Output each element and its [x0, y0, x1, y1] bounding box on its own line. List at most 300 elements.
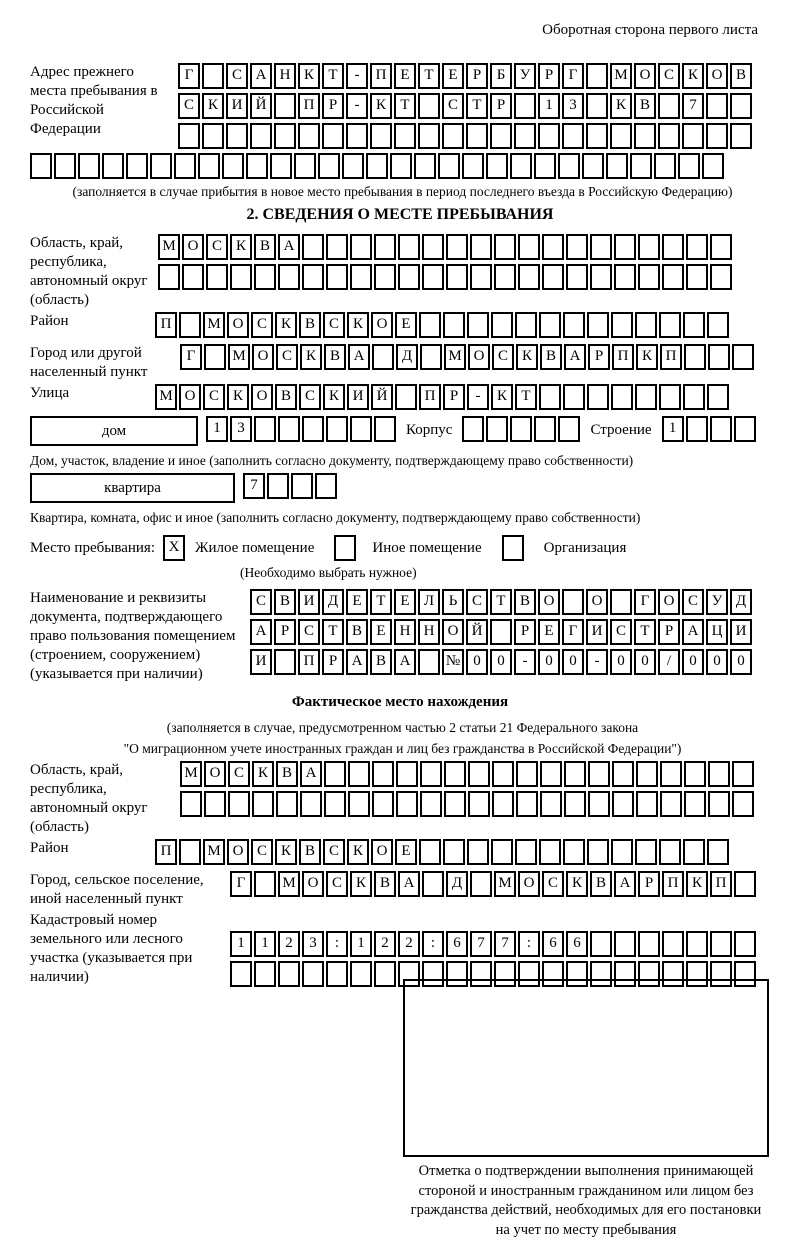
- char-box: [563, 839, 585, 865]
- char-box: О: [586, 589, 608, 615]
- char-box: В: [299, 839, 321, 865]
- char-box: [707, 312, 729, 338]
- char-box: Д: [322, 589, 344, 615]
- char-box: В: [370, 649, 392, 675]
- choose-note: (Необходимо выбрать нужное): [240, 565, 800, 581]
- raion-row: [30, 312, 800, 342]
- fact-oblast-label: Область, край, республика, автономный округ (область): [30, 761, 180, 837]
- kvartira-note: Квартира, комната, офис и иное (заполнить согласно документу, подтверждающему право собственности): [30, 509, 800, 526]
- char-box: О: [468, 344, 490, 370]
- char-box: [732, 761, 754, 787]
- char-box: [470, 234, 492, 260]
- kadastr-label: Кадастровый номер земельного или лесного участка (указывается при наличии): [30, 911, 230, 987]
- char-box: И: [347, 384, 369, 410]
- char-box: О: [227, 312, 249, 338]
- char-box: [419, 312, 441, 338]
- char-box: [734, 931, 756, 957]
- char-box: П: [155, 839, 177, 865]
- char-box: [420, 791, 442, 817]
- char-box: Г: [562, 63, 584, 89]
- char-grid-oblast-1: [158, 234, 734, 260]
- char-box: П: [710, 871, 732, 897]
- char-box: [348, 761, 370, 787]
- char-box: [612, 761, 634, 787]
- char-box: [510, 153, 532, 179]
- char-box: [204, 791, 226, 817]
- kadastr-grid: [230, 931, 758, 991]
- char-box: [396, 761, 418, 787]
- char-box: [662, 931, 684, 957]
- char-box: [394, 123, 416, 149]
- char-box: А: [394, 649, 416, 675]
- char-box: [350, 416, 372, 442]
- char-box: [515, 312, 537, 338]
- char-box: С: [323, 312, 345, 338]
- char-box: Р: [638, 871, 660, 897]
- char-box: [638, 264, 660, 290]
- char-box: Е: [346, 589, 368, 615]
- gorod-label: Город или другой населенный пункт: [30, 344, 180, 382]
- char-box: М: [155, 384, 177, 410]
- char-box: [684, 761, 706, 787]
- char-box: [204, 344, 226, 370]
- char-box: Р: [514, 619, 536, 645]
- char-box: [326, 264, 348, 290]
- char-box: 1: [254, 931, 276, 957]
- char-box: О: [204, 761, 226, 787]
- char-box: 7: [243, 473, 265, 499]
- char-box: К: [300, 344, 322, 370]
- char-box: 3: [302, 931, 324, 957]
- char-box: [374, 234, 396, 260]
- char-box: [734, 871, 756, 897]
- char-box: Р: [443, 384, 465, 410]
- char-box: Е: [394, 589, 416, 615]
- char-box: В: [346, 619, 368, 645]
- char-box: [326, 961, 348, 987]
- char-box: [658, 93, 680, 119]
- fact-oblast-row: [30, 761, 800, 837]
- option-inoe-label: Иное помещение: [372, 540, 481, 557]
- char-box: [270, 153, 292, 179]
- char-grid-fact-oblast-2: [180, 791, 756, 817]
- char-box: М: [203, 312, 225, 338]
- char-box: [494, 961, 516, 987]
- stamp-caption-line: гражданства действий, необходимых для его постановки: [388, 1201, 784, 1221]
- char-box: К: [252, 761, 274, 787]
- char-box: [587, 384, 609, 410]
- char-box: С: [178, 93, 200, 119]
- char-box: П: [298, 93, 320, 119]
- char-box: С: [326, 871, 348, 897]
- char-box: В: [514, 589, 536, 615]
- char-box: Й: [250, 93, 272, 119]
- char-box: К: [491, 384, 513, 410]
- char-box: 0: [682, 649, 704, 675]
- char-box: [710, 961, 732, 987]
- char-box: [302, 961, 324, 987]
- char-box: [395, 384, 417, 410]
- char-box: [490, 619, 512, 645]
- char-box: [370, 123, 392, 149]
- char-box: [539, 312, 561, 338]
- char-box: О: [538, 589, 560, 615]
- char-box: 0: [490, 649, 512, 675]
- char-box: [182, 264, 204, 290]
- option-organizatsiya-label: Организация: [544, 540, 627, 557]
- char-box: 0: [466, 649, 488, 675]
- char-box: И: [586, 619, 608, 645]
- char-box: [350, 961, 372, 987]
- char-box: №: [442, 649, 464, 675]
- char-box: С: [298, 619, 320, 645]
- char-box: [662, 234, 684, 260]
- char-box: [734, 961, 756, 987]
- char-box: М: [610, 63, 632, 89]
- dom-field-box: дом: [30, 416, 198, 446]
- char-box: 2: [374, 931, 396, 957]
- char-box: О: [634, 63, 656, 89]
- char-box: И: [730, 619, 752, 645]
- oblast-grid: [158, 234, 734, 294]
- char-box: С: [251, 839, 273, 865]
- char-box: Т: [322, 619, 344, 645]
- char-box: М: [158, 234, 180, 260]
- char-grid-doc-2: [250, 619, 754, 645]
- char-box: [614, 234, 636, 260]
- char-box: К: [323, 384, 345, 410]
- char-box: [302, 234, 324, 260]
- char-box: П: [370, 63, 392, 89]
- char-box: Б: [490, 63, 512, 89]
- char-grid-kvartira: [243, 473, 339, 499]
- char-box: С: [682, 589, 704, 615]
- char-box: [660, 761, 682, 787]
- char-box: [683, 384, 705, 410]
- char-box: [390, 153, 412, 179]
- char-box: [422, 234, 444, 260]
- oblast-label: Область, край, республика, автономный округ (область): [30, 234, 158, 310]
- char-box: С: [442, 93, 464, 119]
- char-box: [658, 123, 680, 149]
- char-box: [614, 961, 636, 987]
- raion-label: Район: [30, 312, 155, 331]
- char-grid-dom-number: [206, 416, 398, 442]
- char-box: [346, 123, 368, 149]
- fact-title: Фактическое место нахождения: [30, 694, 770, 711]
- char-box: [446, 234, 468, 260]
- char-box: Г: [562, 619, 584, 645]
- char-box: [254, 416, 276, 442]
- prev-address-label: Адрес прежнего места пребывания в Российской Федерации: [30, 63, 178, 139]
- char-box: С: [203, 384, 225, 410]
- char-box: [54, 153, 76, 179]
- char-box: [586, 123, 608, 149]
- char-box: [710, 416, 732, 442]
- char-box: [418, 649, 440, 675]
- char-box: [274, 123, 296, 149]
- char-box: К: [370, 93, 392, 119]
- char-box: [542, 234, 564, 260]
- char-grid-korpus: [462, 416, 582, 442]
- char-box: Т: [634, 619, 656, 645]
- char-box: [660, 791, 682, 817]
- char-box: [276, 791, 298, 817]
- char-box: [302, 264, 324, 290]
- char-box: В: [275, 384, 297, 410]
- char-box: [442, 123, 464, 149]
- char-box: 0: [562, 649, 584, 675]
- char-box: [278, 961, 300, 987]
- kadastr-row: [30, 911, 800, 991]
- char-box: [468, 791, 490, 817]
- char-box: [230, 961, 252, 987]
- char-box: К: [298, 63, 320, 89]
- char-box: [278, 264, 300, 290]
- char-box: У: [706, 589, 728, 615]
- char-box: [446, 961, 468, 987]
- char-box: [516, 761, 538, 787]
- char-box: [708, 761, 730, 787]
- char-box: [491, 839, 513, 865]
- char-box: [462, 416, 484, 442]
- char-box: [630, 153, 652, 179]
- korpus-label: Корпус: [406, 416, 452, 444]
- char-box: [566, 234, 588, 260]
- char-box: В: [254, 234, 276, 260]
- char-box: К: [610, 93, 632, 119]
- char-box: [590, 931, 612, 957]
- char-box: П: [662, 871, 684, 897]
- char-box: [590, 961, 612, 987]
- char-grid-doc-3: [250, 649, 754, 675]
- char-box: 2: [278, 931, 300, 957]
- char-box: [638, 931, 660, 957]
- char-box: К: [347, 312, 369, 338]
- char-box: О: [302, 871, 324, 897]
- char-box: [638, 961, 660, 987]
- char-box: [150, 153, 172, 179]
- char-box: -: [514, 649, 536, 675]
- char-box: 7: [682, 93, 704, 119]
- char-box: [298, 123, 320, 149]
- char-box: С: [250, 589, 272, 615]
- dom-note: Дом, участок, владение и иное (заполнить согласно документу, подтверждающему право собственности): [30, 452, 800, 469]
- char-box: 1: [538, 93, 560, 119]
- char-box: В: [374, 871, 396, 897]
- stamp-caption-line: на учет по месту пребывания: [388, 1221, 784, 1240]
- char-box: [324, 791, 346, 817]
- char-box: Т: [418, 63, 440, 89]
- char-box: [659, 312, 681, 338]
- char-box: [686, 961, 708, 987]
- char-box: [635, 839, 657, 865]
- char-box: [730, 93, 752, 119]
- char-box: Ь: [442, 589, 464, 615]
- char-box: :: [518, 931, 540, 957]
- char-box: [486, 153, 508, 179]
- char-box: [707, 839, 729, 865]
- char-box: А: [564, 344, 586, 370]
- char-box: [611, 384, 633, 410]
- char-box: [470, 961, 492, 987]
- stroenie-label: Строение: [590, 416, 651, 444]
- char-box: Т: [370, 589, 392, 615]
- char-box: Н: [274, 63, 296, 89]
- oblast-row: [30, 234, 800, 310]
- char-box: И: [226, 93, 248, 119]
- char-box: [659, 839, 681, 865]
- char-box: [254, 264, 276, 290]
- char-box: [180, 791, 202, 817]
- char-box: [398, 234, 420, 260]
- char-box: [684, 344, 706, 370]
- char-grid-kadastr-2: [230, 961, 758, 987]
- char-box: С: [251, 312, 273, 338]
- char-box: Р: [274, 619, 296, 645]
- char-box: [539, 384, 561, 410]
- char-box: А: [682, 619, 704, 645]
- char-box: :: [326, 931, 348, 957]
- char-box: [420, 761, 442, 787]
- char-box: [466, 123, 488, 149]
- char-box: [518, 264, 540, 290]
- char-box: [418, 123, 440, 149]
- char-box: [230, 264, 252, 290]
- char-box: [634, 123, 656, 149]
- char-box: [486, 416, 508, 442]
- char-box: [274, 649, 296, 675]
- char-box: [350, 264, 372, 290]
- char-box: 7: [494, 931, 516, 957]
- char-box: /: [658, 649, 680, 675]
- char-box: [414, 153, 436, 179]
- char-box: 2: [398, 931, 420, 957]
- char-grid-raion: [155, 312, 731, 338]
- char-box: [534, 153, 556, 179]
- fact-note-1: (заполняется в случае, предусмотренном частью 2 статьи 21 Федерального закона: [30, 719, 775, 736]
- char-box: 0: [634, 649, 656, 675]
- char-grid-stroenie: [662, 416, 758, 442]
- char-box: С: [542, 871, 564, 897]
- char-grid-prev-2: [178, 93, 754, 119]
- char-box: 1: [662, 416, 684, 442]
- char-box: [710, 264, 732, 290]
- char-box: [610, 589, 632, 615]
- char-box: [732, 344, 754, 370]
- ulitsa-row: [30, 384, 800, 414]
- char-box: [491, 312, 513, 338]
- char-box: [566, 961, 588, 987]
- char-box: -: [346, 93, 368, 119]
- char-box: М: [203, 839, 225, 865]
- char-box: М: [228, 344, 250, 370]
- char-box: А: [300, 761, 322, 787]
- char-box: Е: [394, 63, 416, 89]
- char-box: 3: [562, 93, 584, 119]
- char-box: К: [227, 384, 249, 410]
- char-box: [494, 264, 516, 290]
- char-box: О: [706, 63, 728, 89]
- char-box: [540, 761, 562, 787]
- char-box: Р: [322, 93, 344, 119]
- char-box: [126, 153, 148, 179]
- char-box: [422, 871, 444, 897]
- char-box: 6: [542, 931, 564, 957]
- char-box: [638, 234, 660, 260]
- char-box: [372, 344, 394, 370]
- char-box: С: [276, 344, 298, 370]
- char-box: 1: [350, 931, 372, 957]
- char-box: [730, 123, 752, 149]
- char-box: [490, 123, 512, 149]
- prev-address-grid: [178, 63, 754, 153]
- char-box: В: [590, 871, 612, 897]
- char-box: [254, 961, 276, 987]
- char-box: [374, 416, 396, 442]
- char-box: О: [518, 871, 540, 897]
- char-box: [516, 791, 538, 817]
- char-grid-ulitsa: [155, 384, 731, 410]
- char-box: [563, 384, 585, 410]
- char-box: 3: [230, 416, 252, 442]
- char-box: -: [467, 384, 489, 410]
- char-box: В: [324, 344, 346, 370]
- char-box: [686, 931, 708, 957]
- prev-address-note: (заполняется в случае прибытия в новое место пребывания в период последнего въезда в Российскую Федерацию): [30, 183, 775, 200]
- char-box: К: [636, 344, 658, 370]
- char-box: [348, 791, 370, 817]
- char-box: [202, 63, 224, 89]
- char-box: [636, 791, 658, 817]
- char-box: [470, 871, 492, 897]
- char-box: [558, 416, 580, 442]
- char-box: [514, 123, 536, 149]
- gorod-row: [30, 344, 800, 382]
- char-box: С: [466, 589, 488, 615]
- char-box: М: [444, 344, 466, 370]
- char-box: А: [250, 63, 272, 89]
- char-box: Г: [180, 344, 202, 370]
- char-box: [635, 384, 657, 410]
- char-box: [708, 791, 730, 817]
- char-box: [443, 312, 465, 338]
- char-box: [590, 264, 612, 290]
- char-box: [683, 312, 705, 338]
- char-box: [322, 123, 344, 149]
- char-box: [588, 791, 610, 817]
- corner-note: Оборотная сторона первого листа: [30, 22, 770, 39]
- char-box: [252, 791, 274, 817]
- char-box: [222, 153, 244, 179]
- char-box: Ц: [706, 619, 728, 645]
- char-box: [564, 761, 586, 787]
- char-box: М: [494, 871, 516, 897]
- char-box: [444, 791, 466, 817]
- char-box: 6: [566, 931, 588, 957]
- char-box: [342, 153, 364, 179]
- char-box: -: [586, 649, 608, 675]
- char-box: [366, 153, 388, 179]
- char-box: Т: [490, 589, 512, 615]
- fact-oblast-grid: [180, 761, 756, 821]
- char-box: Д: [730, 589, 752, 615]
- char-grid-prev-1: [178, 63, 754, 89]
- char-box: [710, 234, 732, 260]
- mesto-label: Место пребывания:: [30, 540, 155, 557]
- char-box: 7: [470, 931, 492, 957]
- char-box: [706, 93, 728, 119]
